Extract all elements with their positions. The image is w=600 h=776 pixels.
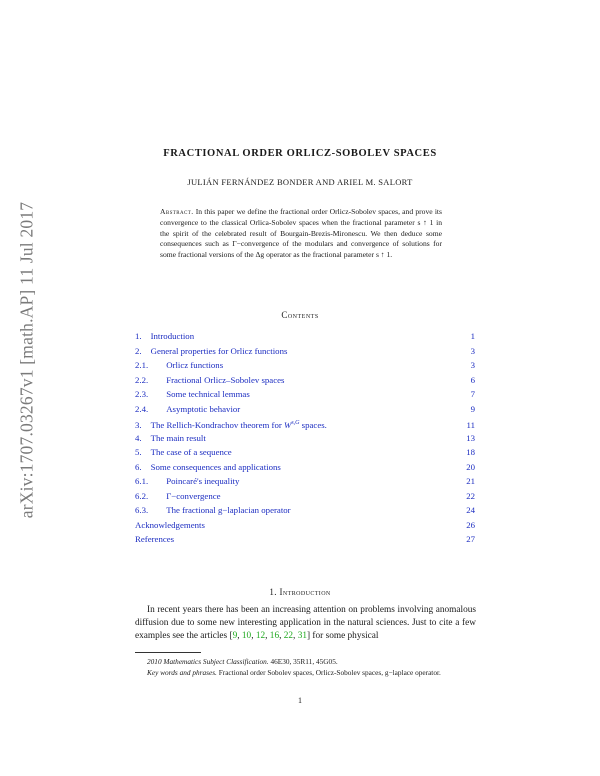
toc-entry-title[interactable] [135,358,223,373]
keywords-value: Fractional order Sobolev spaces, Orlicz-Sobolev spaces, g−laplace operator. [218,667,441,677]
toc-entry-page[interactable]: 20 [466,461,475,472]
toc-entry-label: Fractional Orlicz–Sobolev spaces [166,374,285,385]
toc-entry-number: 6.1. [135,476,149,486]
toc-entry-label: Γ−convergence [166,490,221,501]
toc-entry-title[interactable] [135,431,206,446]
toc-entry[interactable] [135,373,475,388]
toc-entry-label: Acknowledgements [135,519,205,530]
toc-entry-page[interactable]: 3 [470,360,475,370]
introduction-paragraph: In recent years there has been an increasing attention on problems involving anomalous diffusion due to some new interesting application in the natural sciences. Just to cite a few examples see the articles [9, 10, 12, 16, 22, 31] for some physical [135,605,476,642]
toc-entry-label: The case of a sequence [150,447,232,457]
abstract-label: Abstract. [160,207,194,216]
toc-entry-title[interactable] [135,373,284,388]
toc-entry-title[interactable] [135,460,281,475]
citation-link[interactable]: 31 [297,631,307,642]
toc-entry-page[interactable]: 6 [470,374,475,385]
toc-entry-number: 2.1. [135,360,149,370]
toc-entry[interactable] [135,358,475,373]
toc-entry-label: The Rellich-Kondrachov theorem for $W^{s,G}$ spaces. [150,419,327,430]
toc-entry-page[interactable]: 27 [466,534,475,544]
toc-entry-page[interactable]: 3 [470,345,475,356]
toc-entry-title[interactable] [135,344,287,359]
toc-entry-label: Some consequences and applications [150,461,281,472]
arxiv-sidebar-stamp [14,180,40,540]
toc-entry-label: Poincaré's inequality [166,476,240,486]
toc-entry-page[interactable]: 11 [466,419,475,430]
toc-entry[interactable] [135,460,475,475]
toc-entry-title[interactable] [135,503,291,518]
paper-title: FRACTIONAL ORDER ORLICZ-SOBOLEV SPACES [163,148,437,159]
toc-entry[interactable] [135,387,475,402]
toc-entry-title[interactable] [135,518,205,533]
toc-entry-page[interactable]: 22 [466,490,475,501]
toc-entry[interactable] [135,402,475,417]
toc-entry-number: 6. [135,461,142,472]
citation-link[interactable]: 16 [269,631,280,642]
toc-entry-title[interactable] [135,532,174,547]
citation-link[interactable]: 12 [255,631,266,642]
arxiv-id: arXiv:1707.03267v1 [math.AP] 11 Jul 2017 [16,201,37,519]
msc-label: 2010 Mathematics Subject Classification. [147,657,269,666]
toc-entry-page[interactable]: 21 [466,476,475,486]
toc-entry[interactable] [135,503,475,518]
toc-entry-number: 1. [135,331,142,341]
toc-entry-label: Some technical lemmas [166,389,250,399]
footnote-rule [135,652,201,653]
toc-entry[interactable] [135,532,475,547]
toc-entry-title[interactable] [135,445,232,460]
toc-entry[interactable] [135,416,475,431]
toc-entry-page[interactable]: 26 [466,519,475,530]
toc-entry-title[interactable] [135,474,239,489]
toc-entry-title[interactable] [135,402,240,417]
msc-value: 46E30, 35R11, 45G05. [270,657,338,666]
footnotes [135,657,476,678]
toc-entry-label: The fractional g−laplacian operator [166,505,291,515]
toc-entry-label: Asymptotic behavior [166,403,241,414]
toc-entry-number: 2.4. [135,403,149,414]
toc-entry[interactable] [135,445,475,460]
keywords-label: Key words and phrases. [147,667,217,677]
citation-link[interactable]: 22 [283,631,294,642]
toc-entry-label: Orlicz functions [166,360,224,370]
toc-entry-label: General properties for Orlicz functions [150,345,288,356]
abstract [160,207,442,261]
toc-entry-number: 5. [135,447,142,457]
table-of-contents [135,329,475,547]
abstract-text: In this paper we define the fractional order Orlicz-Sobolev spaces, and prove its convergence to the classical Orlica-Sobolev spaces when the fractional parameter s ↑ 1 in the spirit of the celebrated result of Bourgain-Brezis-Mironescu. We then deduce some consequences such as Γ−convergence of the modulars and convergence of solutions for some fractional versions of the Δg operator as the fractional parameter s ↑ 1. [160,207,442,260]
toc-entry-number: 2.3. [135,389,149,399]
paper-authors: JULIÁN FERNÁNDEZ BONDER AND ARIEL M. SALORT [187,177,413,187]
toc-entry-number: 4. [135,432,142,443]
introduction-heading: 1. Introduction [269,587,331,597]
toc-entry[interactable] [135,489,475,504]
toc-entry-label: The main result [150,432,206,443]
toc-entry-page[interactable]: 13 [466,432,475,443]
citation-link[interactable]: 9 [232,631,238,642]
citation-link[interactable]: 10 [241,631,252,642]
toc-entry-page[interactable]: 1 [470,331,475,341]
toc-entry-label: References [135,534,175,544]
toc-entry-page[interactable]: 24 [466,505,475,515]
toc-entry[interactable] [135,518,475,533]
toc-entry-label: Introduction [150,331,195,341]
toc-entry-title[interactable] [135,329,194,344]
toc-entry-page[interactable]: 9 [470,403,475,414]
page-number: 1 [298,696,302,705]
toc-entry[interactable] [135,474,475,489]
contents-heading: Contents [281,310,319,320]
toc-entry-title[interactable] [135,489,221,504]
toc-entry[interactable] [135,431,475,446]
toc-entry-number: 2. [135,345,142,356]
toc-entry-number: 3. [135,419,142,430]
toc-entry-page[interactable]: 7 [470,389,475,399]
intro-text-after: ] for some physical [307,631,379,642]
toc-entry-page[interactable]: 18 [466,447,475,457]
toc-entry-number: 6.2. [135,490,149,501]
toc-entry-title[interactable] [135,387,250,402]
toc-entry[interactable] [135,329,475,344]
intro-text-before: In recent years there has been an increasing attention on problems involving anomalous diffusion due to some new interesting application in the natural sciences. Just to cite a few examples see the articles [ [135,605,476,642]
toc-entry[interactable] [135,344,475,359]
toc-entry-number: 6.3. [135,505,149,515]
footnote-keywords [135,668,476,679]
toc-entry-number: 2.2. [135,374,149,385]
footnote-msc [135,657,476,668]
